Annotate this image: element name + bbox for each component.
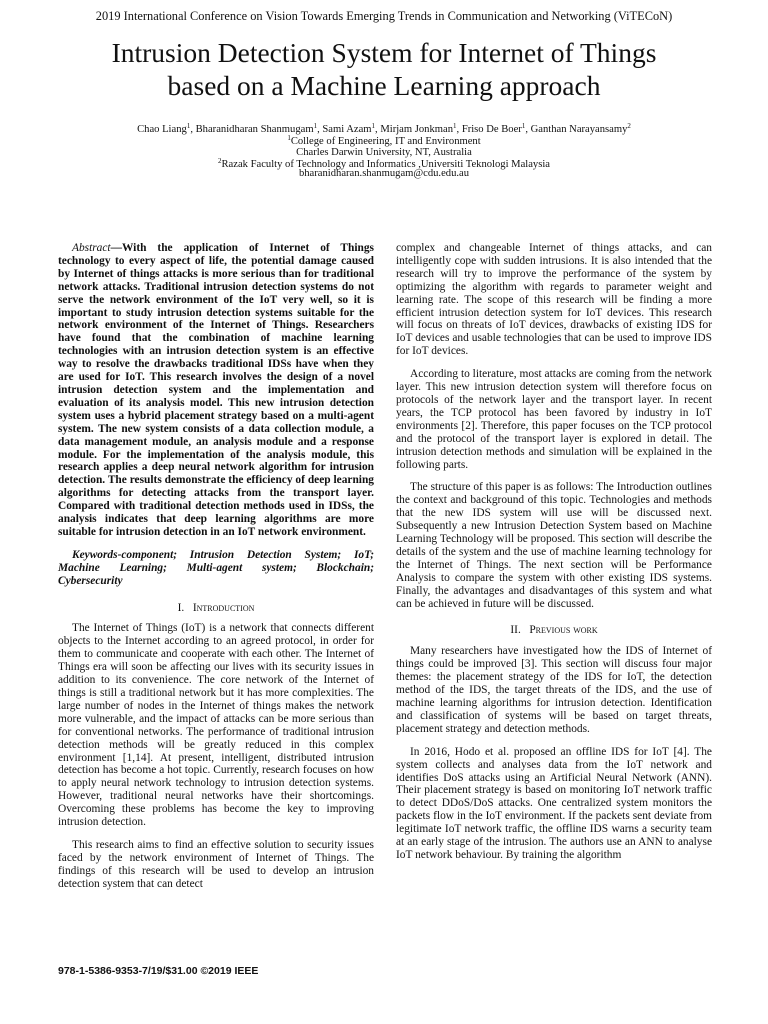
section-heading-introduction bbox=[58, 602, 374, 615]
author-list: Chao Liang$^1$, Bharanidharan Shanmugam$^1$, Sami Azam$^1$, Mirjam Jonkman$^1$, Friso De Boer$^1$, Ganthan Narayansamy$^2$ bbox=[137, 122, 631, 135]
abstract bbox=[58, 242, 374, 539]
intro-paragraph-2-cont: complex and changeable Internet of things attacks, and can intelligently cope with sudden intrusions. It is also intended that the research will try to improve the performance of the system by optimizing the algorithm with regards to parameter weight and learning rate. The scope of this research will be finding a more efficient intrusion detection system for IoT devices. This research will focus on threats of IoT devices, drawbacks of existing IDS for IoT devices and usable technologies that can be used to improve IDS for IoT devices. bbox=[396, 242, 712, 358]
author-name: Sami Azam bbox=[322, 124, 372, 135]
affil-text: Razak Faculty of Technology and Informatics ,Universiti Teknologi Malaysia bbox=[221, 158, 550, 170]
abstract-label: Abstract bbox=[72, 242, 111, 254]
author-name: Chao Liang bbox=[137, 124, 187, 135]
author-sup: 1 bbox=[371, 122, 376, 130]
intro-paragraph-3: According to literature, most attacks are coming from the network layer. This new intrusion detection system will therefore focus on protocols of the network layer and the transport layer. In recent years, the TCP protocol has been favored by industry in IoT environments [2]. Therefore, this paper focuses on the TCP protocol and the protocol of the transport layer is explored in detail. The intrusion detection methods and simulation will be explained in the following parts. bbox=[396, 368, 712, 471]
affil-sup: 1 bbox=[287, 133, 291, 142]
affiliation-1b: Charles Darwin University, NT, Australia bbox=[296, 147, 472, 158]
author-sup: 1 bbox=[186, 122, 191, 130]
abstract-dash: — bbox=[110, 242, 122, 254]
intro-paragraph-4: The structure of this paper is as follows: The Introduction outlines the context and background of this topic. Technologies and methods that the new IDS system will use will be discussed next. Subsequently a new Intrusion Detection System based on Machine Learning Technology will be proposed. This section will describe the details of the system and the use of machine learning technology for the Internet of Things. The next section will be Performance Analysis to compare the system with other existing IDS systems. Finally, the advantages and disadvantages of this system and what can be achieved in future will be discussed. bbox=[396, 481, 712, 610]
author-sup: 1 bbox=[453, 122, 457, 130]
section-number: I. bbox=[177, 601, 185, 614]
author-block bbox=[0, 124, 768, 180]
affil-sup: 2 bbox=[217, 156, 222, 165]
intro-paragraph-2: This research aims to find an effective solution to security issues faced by the network environment of Internet of Things. The findings of this research will be used to develop an intrusion detection system that can detect bbox=[58, 838, 374, 890]
left-column bbox=[58, 242, 374, 901]
conference-header: 2019 International Conference on Vision Towards Emerging Trends in Communication and Networking (ViTECoN) bbox=[95, 9, 673, 23]
previous-work-paragraph-2: In 2016, Hodo et al. proposed an offline IDS for IoT [4]. The system collects and analyses data from the IoT network and identifies DoS attacks using an Artificial Neural Network (ANN). Their placement strategy is based on monitoring IoT network traffic to detect DDoS/DoS attacks. One centralized system monitors the packets flow in the IoT environment. If the packets sent deviate from legitimate IoT network traffic, the offline IDS warns a security team at an early stage of the intrusion. The authors use an ANN to analyse IoT network behaviour. By training the algorithm bbox=[396, 745, 712, 861]
section-number: II. bbox=[510, 624, 521, 637]
right-column bbox=[396, 242, 712, 872]
title-line-1: Intrusion Detection System for Internet of Things bbox=[111, 37, 657, 68]
author-name: Ganthan Narayansamy bbox=[530, 124, 628, 135]
abstract-text: With the application of Internet of Things technology to every aspect of life, the potential damage caused by Internet of things attacks is more serious than for traditional network attacks. Traditional intrusion detection systems do not serve the network environment of the IoT very well, so it is important to study intrusion detection systems suitable for the network environment of the Internet of Things. Researchers have found that the combination of machine learning technologies with an intrusion detection system is an effective way to resolve the drawbacks traditional IDSs have when they are used for IoT. This research involves the design of a novel intrusion detection system and the implementation and evaluation of its analysis model. This new intrusion detection system uses a hybrid placement strategy based on a multi-agent system. The new system consists of a data collection module, a data management module, an analysis module and a response module. For the implementation of the analysis module, this research applies a deep neural network algorithm for intrusion detection. The results demonstrate the efficiency of deep learning algorithms for detecting attacks from the transport layer. Compared with traditional detection methods used in IDSs, the analysis indicates that deep learning algorithms are more suitable for intrusion detection in an IoT network environment. bbox=[58, 242, 374, 538]
author-sup: 1 bbox=[313, 122, 318, 130]
keywords: Keywords-component; Intrusion Detection System; IoT; Machine Learning; Multi-agent system; Blockchain; Cybersecurity bbox=[58, 548, 374, 587]
author-sup: 2 bbox=[627, 122, 631, 130]
intro-paragraph-1: The Internet of Things (IoT) is a network that connects different objects to the Internet according to an agreed protocol, in order for them to communicate and cooperate with each other. The Internet of Things era will soon be affecting our lives with its security issues in addition to its convenience. The core network of the Internet of things is still a traditional network but it has more complexities. The large number of nodes in the Internet of things makes the network more vulnerable, and the impact of attacks can be more serious than for conventional networks. The performance of traditional intrusion detection methods will be greatly reduced in this complex environment [1,14]. At present, intelligent, distributed intrusion detection has become a hot topic. Currently, research focuses on how to apply neural network technology to intrusion detection systems. However, traditional neural networks have their shortcomings. Overcoming these problems has become the key to improving intrusion detection. bbox=[58, 622, 374, 829]
author-name: Bharanidharan Shanmugam bbox=[195, 124, 314, 135]
author-name: Friso De Boer bbox=[461, 124, 522, 135]
section-title: Introduction bbox=[192, 601, 255, 614]
section-title: Previous work bbox=[529, 624, 598, 637]
copyright-footer: 978-1-5386-9353-7/19/$31.00 ©2019 IEEE bbox=[58, 965, 259, 977]
affiliation-1 bbox=[0, 133, 768, 148]
affil-text: College of Engineering, IT and Environment bbox=[290, 135, 481, 147]
author-sup: 1 bbox=[521, 122, 526, 130]
author-email: bharanidharan.shanmugam@cdu.edu.au bbox=[298, 168, 470, 179]
section-heading-previous-work bbox=[396, 624, 712, 637]
paper-title bbox=[20, 36, 748, 102]
author-name: Mirjam Jonkman bbox=[380, 124, 454, 135]
title-line-2: based on a Machine Learning approach bbox=[167, 70, 601, 101]
previous-work-paragraph-1: Many researchers have investigated how the IDS of Internet of things could be improved [3]. This section will discuss four major themes: the placement strategy of the IDS for IoT, the detection method of the IDS, the target threats of the IDS, and the use of machine learning algorithms for intrusion detection. Identification and classification of systems will be based on target threats, placement strategy and detection methods. bbox=[396, 645, 712, 735]
